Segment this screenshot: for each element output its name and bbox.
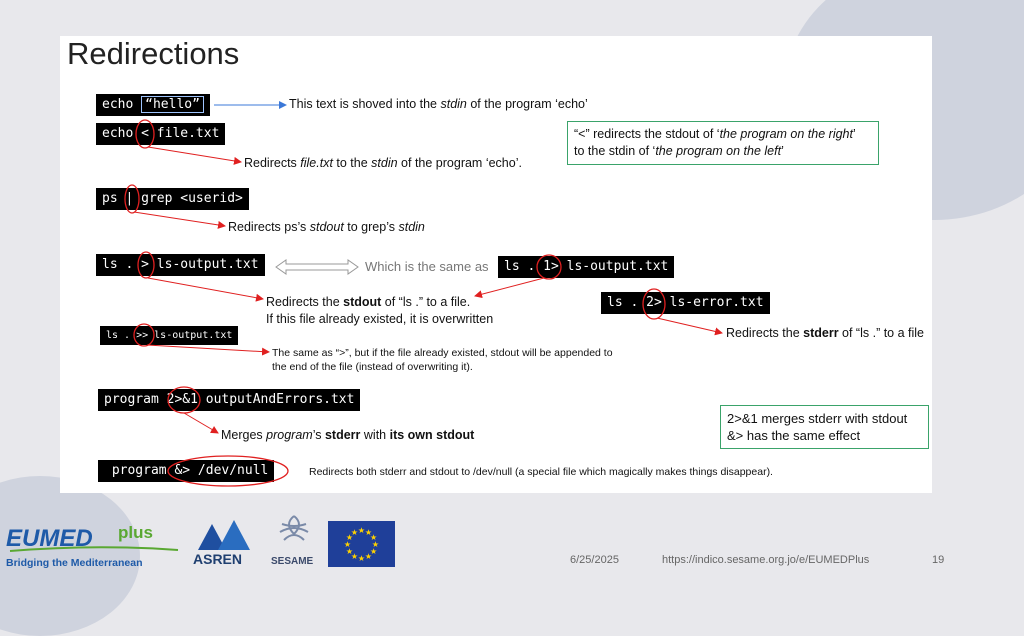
eu-stars <box>328 521 395 567</box>
slide-content <box>60 36 932 493</box>
text: to the <box>332 156 372 170</box>
eu-star-icon: ★ <box>343 540 352 549</box>
code-ls-append: ls . >> ls-output.txt <box>100 326 238 345</box>
logo-wordmark: EUMED <box>6 525 93 552</box>
text: of the program ‘echo’. <box>397 156 522 170</box>
code-echo-file: echo < file.txt <box>96 123 225 145</box>
asren-logo-graphic <box>192 516 256 568</box>
eu-star-icon: ★ <box>357 526 366 535</box>
note-line: 2>&1 merges stderr with stdout <box>727 411 908 426</box>
text: its own stdout <box>389 428 475 442</box>
desc-line <box>266 294 493 311</box>
text: ’ <box>781 144 784 158</box>
text: “<” redirects the stdout of ‘ <box>574 127 720 141</box>
code-program-merge: program 2>&1 outputAndErrors.txt <box>98 389 360 411</box>
same-as-text: Which is the same as <box>365 259 489 274</box>
logo-tagline: Bridging the Mediterranean <box>6 557 143 569</box>
text: stderr <box>324 428 361 442</box>
arrow-gt <box>148 278 263 299</box>
code-program-null: program &> /dev/null <box>98 460 274 482</box>
eu-star-icon: ★ <box>357 554 366 563</box>
eu-star-icon: ★ <box>370 547 378 556</box>
asren-logo <box>192 516 256 568</box>
logo-wordmark: ASREN <box>193 551 243 567</box>
text: Redirects the <box>726 326 804 340</box>
desc-ls-error <box>726 326 924 340</box>
eu-star-icon: ★ <box>345 547 353 556</box>
note-line <box>574 126 872 143</box>
desc-ls-output <box>266 294 493 328</box>
text: of “ls .” to a file. <box>381 295 471 309</box>
note-box-merge <box>720 405 929 449</box>
slide-title: Redirections <box>67 36 240 71</box>
eu-flag-logo <box>328 521 395 567</box>
footer-page-number: 19 <box>932 554 945 566</box>
sesame-logo-graphic <box>268 510 320 568</box>
eu-star-icon: ★ <box>371 540 380 549</box>
eu-star-icon: ★ <box>370 533 378 542</box>
eu-star-icon: ★ <box>345 533 353 542</box>
text: Merges <box>221 428 267 442</box>
code-part: echo <box>102 97 142 112</box>
desc-line: If this file already existed, it is overwritten <box>266 312 494 326</box>
desc-line: the end of the file (instead of overwriting it). <box>272 361 473 373</box>
arrow-2gt <box>657 318 722 333</box>
arrow-pipe <box>134 212 225 226</box>
footer-date: 6/25/2025 <box>570 554 619 566</box>
eu-star-icon: ★ <box>350 552 359 562</box>
text: ’s <box>312 428 325 442</box>
code-ls-output-alt: ls . 1> ls-output.txt <box>498 256 674 278</box>
desc-ps-grep <box>228 220 425 234</box>
text: stdin <box>398 220 425 234</box>
code-ps-grep: ps | grep <userid> <box>96 188 249 210</box>
eu-star-icon: ★ <box>364 527 373 537</box>
note-box-stdin <box>567 121 879 165</box>
sesame-logo <box>268 510 320 568</box>
desc-echo-hello <box>289 97 588 111</box>
desc-program-merge <box>221 428 474 442</box>
text: stdout <box>343 295 382 309</box>
desc-echo-file <box>244 156 522 170</box>
logo-wordmark: SESAME <box>271 556 314 567</box>
text: Redirects ps’s <box>228 220 310 234</box>
text: file.txt <box>300 156 333 170</box>
text: ’ <box>852 127 856 141</box>
text: of the program ‘echo’ <box>466 97 588 111</box>
arrow-2gtamp1 <box>184 413 218 433</box>
text: to the stdin of ‘ <box>574 144 656 158</box>
desc-line: The same as “>”, but if the file already existed, stdout will be appended to <box>272 347 613 359</box>
double-arrow-same-as <box>276 260 358 274</box>
text: This text is shoved into the <box>289 97 441 111</box>
arrow-lt <box>148 147 241 162</box>
text: stdout <box>309 220 344 234</box>
text: stderr <box>803 326 839 340</box>
text: with <box>360 428 390 442</box>
eu-star-icon: ★ <box>364 552 373 562</box>
code-ls-output: ls . > ls-output.txt <box>96 254 265 276</box>
text: Redirects <box>244 156 301 170</box>
text: of “ls .” to a file <box>838 326 925 340</box>
text: the program on the left <box>655 144 782 158</box>
code-highlight: “hello” <box>141 96 204 113</box>
text: stdin <box>440 97 467 111</box>
eu-star-icon: ★ <box>350 527 359 537</box>
code-echo-hello <box>96 94 210 116</box>
eumed-logo-graphic <box>6 518 181 570</box>
text: to grep’s <box>343 220 399 234</box>
note-line: &> has the same effect <box>727 428 861 443</box>
eumed-plus-logo <box>6 518 181 570</box>
arrow-gtgt <box>147 345 269 352</box>
text: Redirects the <box>266 295 344 309</box>
text: the program on the right <box>719 127 853 141</box>
text: program <box>266 428 313 442</box>
text: stdin <box>371 156 398 170</box>
note-line <box>574 143 872 160</box>
desc-ls-append <box>272 346 613 374</box>
logo-wordmark-plus: plus <box>118 523 153 542</box>
footer-url[interactable]: https://indico.sesame.org.jo/e/EUMEDPlus <box>662 554 870 566</box>
code-ls-error: ls . 2> ls-error.txt <box>601 292 770 314</box>
desc-program-null: Redirects both stderr and stdout to /dev/null (a special file which magically makes things disappear). <box>309 466 773 478</box>
